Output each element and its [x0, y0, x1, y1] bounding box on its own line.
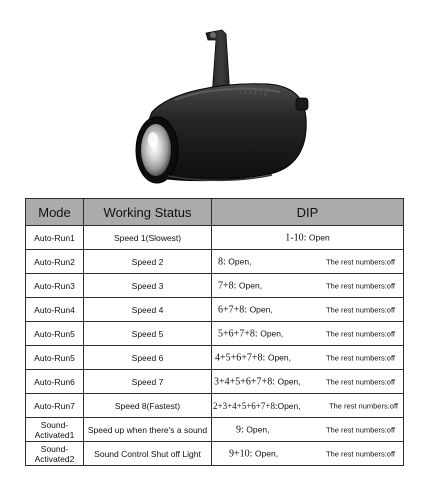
dip-numbers: 4+5+6+7+8:	[215, 352, 266, 363]
mode-cell	[26, 442, 84, 466]
mode-cell: Auto-Run7	[26, 394, 84, 418]
dip-rest: The rest numbers:off	[325, 425, 395, 434]
dip-numbers: 9+10:	[229, 448, 253, 459]
dip-value	[236, 424, 269, 435]
dip-value	[218, 280, 262, 291]
dip-open: Open,	[277, 400, 301, 411]
dip-open: Open,	[249, 304, 273, 314]
table-row	[26, 370, 404, 394]
dip-open: Open,	[267, 352, 291, 362]
dip-numbers: 6+7+8:	[218, 304, 248, 315]
dip-numbers: 3+4+5+6+7+8:	[214, 376, 275, 387]
status-cell: Speed 4	[84, 298, 212, 322]
table-row	[26, 322, 404, 346]
dip-cell	[212, 322, 404, 346]
table-row	[26, 298, 404, 322]
status-cell: Speed 2	[84, 250, 212, 274]
dip-numbers: 1-10:	[285, 232, 307, 243]
header-mode: Mode	[26, 199, 84, 226]
dip-open: Open,	[246, 424, 270, 434]
mode-line1: Sound-	[40, 443, 69, 454]
status-cell: Speed 1(Slowest)	[84, 226, 212, 250]
dip-rest: The rest numbers:off	[325, 329, 395, 338]
dip-value	[215, 352, 291, 363]
status-cell: Speed 6	[84, 346, 212, 370]
dip-rest: The rest numbers:off	[325, 449, 395, 458]
dip-value	[229, 448, 278, 459]
status-cell: Speed 8(Fastest)	[84, 394, 212, 418]
mode-cell: Auto-Run2	[26, 250, 84, 274]
dip-cell	[212, 370, 404, 394]
status-cell: Speed up when there's a sound	[84, 418, 212, 442]
dip-settings-table-wrapper	[25, 198, 403, 466]
dip-settings-table	[25, 198, 404, 466]
dip-rest: The rest numbers:off	[325, 281, 395, 290]
table-row	[26, 274, 404, 298]
dip-open: Open,	[228, 256, 252, 266]
table-row	[26, 418, 404, 442]
table-row	[26, 442, 404, 466]
dip-rest: The rest numbers:off	[328, 401, 398, 410]
mode-cell: Auto-Run5	[26, 322, 84, 346]
status-cell: Speed 3	[84, 274, 212, 298]
mode-line2: Activated2	[34, 453, 75, 464]
dip-cell	[212, 346, 404, 370]
dip-cell	[212, 394, 404, 418]
mode-cell	[26, 418, 84, 442]
mode-cell: Auto-Run5	[26, 346, 84, 370]
mode-line2: Activated1	[34, 429, 75, 440]
dip-value	[212, 232, 403, 243]
dip-cell	[212, 418, 404, 442]
header-working-status: Working Status	[84, 199, 212, 226]
mode-cell: Auto-Run6	[26, 370, 84, 394]
dip-open: Open,	[260, 328, 284, 338]
dip-numbers: 8:	[218, 256, 226, 267]
dip-numbers: 9:	[236, 424, 244, 435]
dip-open: Open,	[254, 448, 279, 458]
mode-line1: Sound-	[40, 419, 69, 430]
dip-rest: The rest numbers:off	[325, 377, 395, 386]
table-row	[26, 346, 404, 370]
dip-value	[213, 401, 301, 411]
dip-cell	[212, 250, 404, 274]
dip-rest: The rest numbers:off	[325, 305, 395, 314]
product-image	[0, 0, 425, 196]
dip-cell	[212, 442, 404, 466]
table-row	[26, 226, 404, 250]
status-cell: Speed 7	[84, 370, 212, 394]
dip-numbers: 5+6+7+8:	[218, 328, 258, 339]
dip-cell	[212, 226, 404, 250]
dip-numbers: 7+8:	[218, 280, 237, 291]
dip-open: Open,	[277, 376, 301, 386]
dip-value	[218, 256, 251, 267]
dip-cell	[212, 274, 404, 298]
dip-cell	[212, 298, 404, 322]
dip-value	[218, 304, 273, 315]
mode-cell: Auto-Run3	[26, 274, 84, 298]
mode-cell: Auto-Run4	[26, 298, 84, 322]
table-row	[26, 250, 404, 274]
dip-open: Open,	[238, 280, 263, 290]
dip-rest: The rest numbers:off	[325, 353, 395, 362]
dip-value	[214, 376, 301, 387]
status-cell: Speed 5	[84, 322, 212, 346]
header-dip: DIP	[212, 199, 404, 226]
table-header-row	[26, 199, 404, 226]
table-row	[26, 394, 404, 418]
dip-open: Open	[308, 232, 330, 242]
dip-numbers: 2+3+4+5+6+7+8:	[213, 400, 278, 411]
mode-cell: Auto-Run1	[26, 226, 84, 250]
dip-value	[218, 328, 283, 339]
status-cell: Sound Control Shut off Light	[84, 442, 212, 466]
dip-rest: The rest numbers:off	[325, 257, 395, 266]
